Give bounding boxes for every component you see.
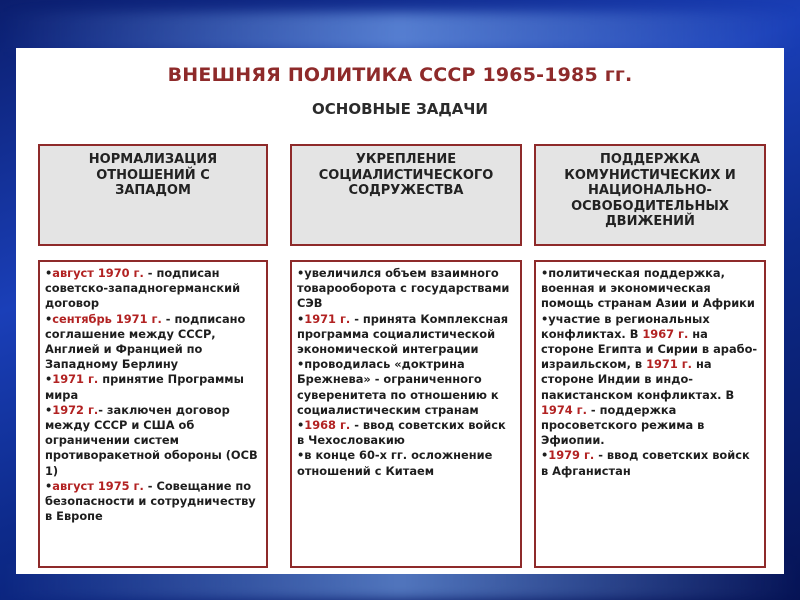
page-subtitle: ОСНОВНЫЕ ЗАДАЧИ bbox=[312, 100, 488, 118]
list-item: •проводилась «доктрина Брежнева» - ограниченного суверенитета по отношению к социалистическим странам bbox=[297, 357, 499, 417]
column-1-heading: НОРМАЛИЗАЦИЯ ОТНОШЕНИЙ С ЗАПАДОМ bbox=[88, 152, 218, 198]
column-2-heading-box bbox=[290, 144, 522, 246]
column-1-body bbox=[38, 260, 268, 568]
list-item: •сентябрь 1971 г. - подписано соглашение между СССР, Англией и Францией по Западному Берлину bbox=[45, 311, 246, 372]
list-item: •1979 г. - ввод советских войск в Афганистан bbox=[541, 448, 750, 478]
list-item: •1972 г.- заключен договор между СССР и США об ограничении систем противоракетной обороны (ОСВ 1) bbox=[45, 402, 258, 478]
column-1-heading-box bbox=[38, 144, 268, 246]
column-3-body bbox=[534, 260, 766, 568]
list-item: •политическая поддержка, военная и экономическая помощь странам Азии и Африки bbox=[541, 266, 755, 311]
list-item: •1971 г. принятие Программы мира bbox=[45, 372, 244, 402]
list-item: •участие в региональных конфликтах. В 1967 г. на стороне Египта и Сирии в арабо-израильском, в 1971 г. на стороне Индии в индо-пакистанском конфликтах. В 1974 г. - поддержка просоветского режима в Эфиопии. bbox=[541, 311, 758, 448]
list-item: •1971 г. - принята Комплексная программа социалистической экономической интеграции bbox=[297, 311, 509, 357]
list-item: •в конце 60-х гг. осложнение отношений с Китаем bbox=[297, 448, 493, 478]
column-2-body bbox=[290, 260, 522, 568]
list-item: •1968 г. - ввод советских войск в Чехословакию bbox=[297, 418, 506, 448]
list-item: •август 1970 г. - подписан советско-западногерманский договор bbox=[45, 266, 241, 311]
background-streak-top bbox=[0, 12, 800, 52]
list-item: •август 1975 г. - Совещание по безопасности и сотрудничеству в Европе bbox=[45, 478, 256, 524]
list-item: •увеличился объем взаимного товарооборота с государствами СЭВ bbox=[297, 266, 510, 311]
slide bbox=[16, 48, 784, 574]
page-title: ВНЕШНЯЯ ПОЛИТИКА СССР 1965-1985 гг. bbox=[167, 64, 633, 86]
column-2-heading: УКРЕПЛЕНИЕ СОЦИАЛИСТИЧЕСКОГО СОДРУЖЕСТВА bbox=[318, 152, 494, 198]
column-3-heading: ПОДДЕРЖКА КОМУНИСТИЧЕСКИХ И НАЦИОНАЛЬНО- ОСВОБОДИТЕЛЬНЫХ ДВИЖЕНИЙ bbox=[564, 152, 736, 229]
column-3-heading-box bbox=[534, 144, 766, 246]
